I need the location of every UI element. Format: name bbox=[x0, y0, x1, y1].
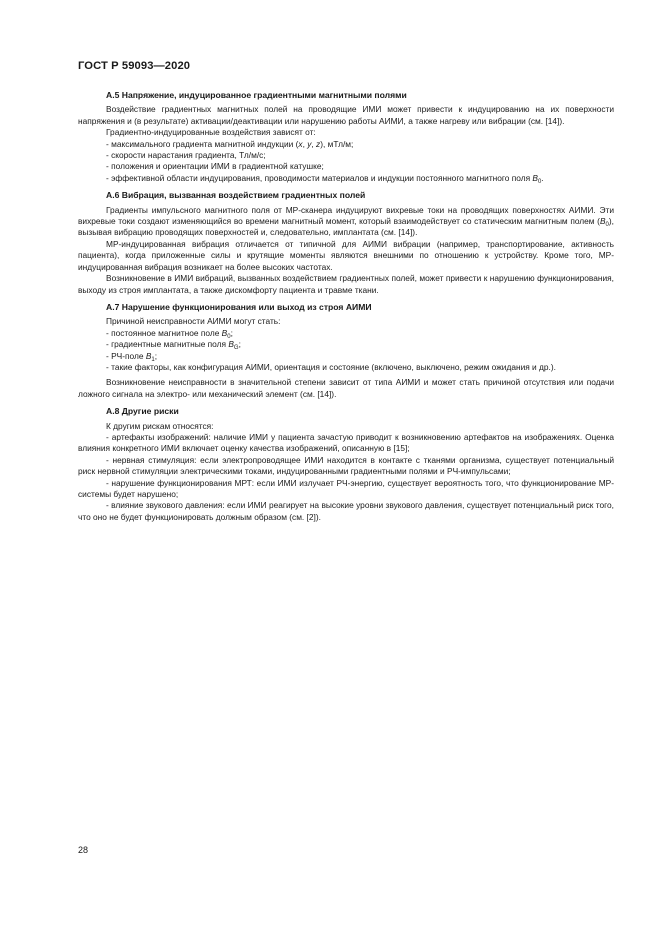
section-a6-paragraph-2: МР-индуцированная вибрация отличается от типичной для АИМИ вибрации (например, транспортирование, активность пациента), когда приложенные силы и крутящие моменты являются внешними по отношению к устройству. Кроме того, МР-индуцированная вибрация возникает на более высоких частотах. bbox=[78, 238, 614, 272]
section-a6-paragraph-1: Градиенты импульсного магнитного поля от МР-сканера индуцируют вихревые токи на проводящих поверхностях АИМИ. Эти вихревые токи создают изменяющийся во времени магнитный момент, который взаимодействует со статическим магнитным полем $(B_0)$, вызывая вибрацию проводящих поверхностей и, следовательно, имплантата (см. [14]). bbox=[78, 204, 614, 238]
section-a6-title: А.6 Вибрация, вызванная воздействием градиентных полей bbox=[106, 190, 366, 201]
page-number: 28 bbox=[78, 845, 89, 855]
section-a6-paragraph-3: Возникновение в ИМИ вибраций, вызванных воздействием градиентных полей, может привести к нарушению функционирования, выходу из строя имплантата, а также дискомфорту пациента и травме ткани. bbox=[78, 273, 614, 295]
section-a7-list-item-4: - такие факторы, как конфигурация АИМИ, ориентация и состояние (включено, выключено, режим ожидания и др.). bbox=[106, 361, 556, 372]
section-a8-list-item-4: - влияние звукового давления: если ИМИ реагирует на высокие уровни звукового давления, существует потенциальный риск того, что оно не будет функционировать должным образом (см. [2]). bbox=[78, 500, 614, 522]
section-a7-paragraph-2: Возникновение неисправности в значительной степени зависит от типа АИМИ и может стать причиной отсутствия или подачи ложного сигнала на электро- или механический элемент (см. [14]). bbox=[78, 377, 614, 399]
section-a7-list-item-3: - РЧ-поле $B_1$; bbox=[106, 350, 158, 363]
section-a5-title: А.5 Напряжение, индуцированное градиентными магнитными полями bbox=[106, 90, 407, 100]
section-a5-paragraph-2: Градиентно-индуцированные воздействия зависят от: bbox=[106, 127, 316, 138]
section-a8-paragraph-1: К другим рискам относятся: bbox=[106, 420, 214, 431]
standard-header: ГОСТ Р 59093—2020 bbox=[78, 60, 191, 72]
section-a8-list-item-2: - нервная стимуляция: если электропроводящее ИМИ находится в контакте с тканями организма, существует потенциальный риск нервной стимуляции электрическими токами, индуцированными градиентными полями и РЧ-импульсами; bbox=[78, 454, 614, 477]
section-a7-paragraph-1: Причиной неисправности АИМИ могут стать: bbox=[106, 316, 281, 327]
section-a7-list-item-2: - градиентные магнитные поля $B_G$; bbox=[106, 339, 241, 352]
section-a5-list-item-3: - положения и ориентации ИМИ в градиентной катушке; bbox=[106, 161, 324, 172]
section-a5-paragraph-1: Воздействие градиентных магнитных полей на проводящие ИМИ может привести к индуцированию на их поверхности напряжения и (в результате) активации/деактивации или нарушению работы АИМИ, а также нагреву или вибрации (см. [14]). bbox=[78, 104, 614, 126]
section-a5-list-item-4: - эффективной области индуцирования, проводимости материалов и индукции постоянного магнитного поля $B_0$. bbox=[106, 172, 544, 185]
section-a7-list-item-1: - постоянное магнитное поле $B_0$; bbox=[106, 327, 233, 340]
page-content bbox=[78, 90, 614, 523]
section-a8-title: А.8 Другие риски bbox=[106, 406, 179, 417]
section-a5-list-item-2: - скорости нарастания градиента, Тл/м/с; bbox=[106, 150, 266, 161]
section-a5-list-item-1: - максимального градиента магнитной индукции (x, y, z), мТл/м; bbox=[106, 138, 354, 149]
section-a7-title: А.7 Нарушение функционирования или выход из строя АИМИ bbox=[106, 301, 372, 312]
section-a8-list-item-1: - артефакты изображений: наличие ИМИ у пациента зачастую приводит к возникновению артефактов на изображениях. Оценка влияния конкретного ИМИ включает оценку качества изображений, описанную в [15]; bbox=[78, 431, 614, 454]
section-a8-list-item-3: - нарушение функционирования МРТ: если ИМИ излучает РЧ-энергию, существует вероятность того, что функционирование МР-системы будет нарушено; bbox=[78, 477, 614, 499]
